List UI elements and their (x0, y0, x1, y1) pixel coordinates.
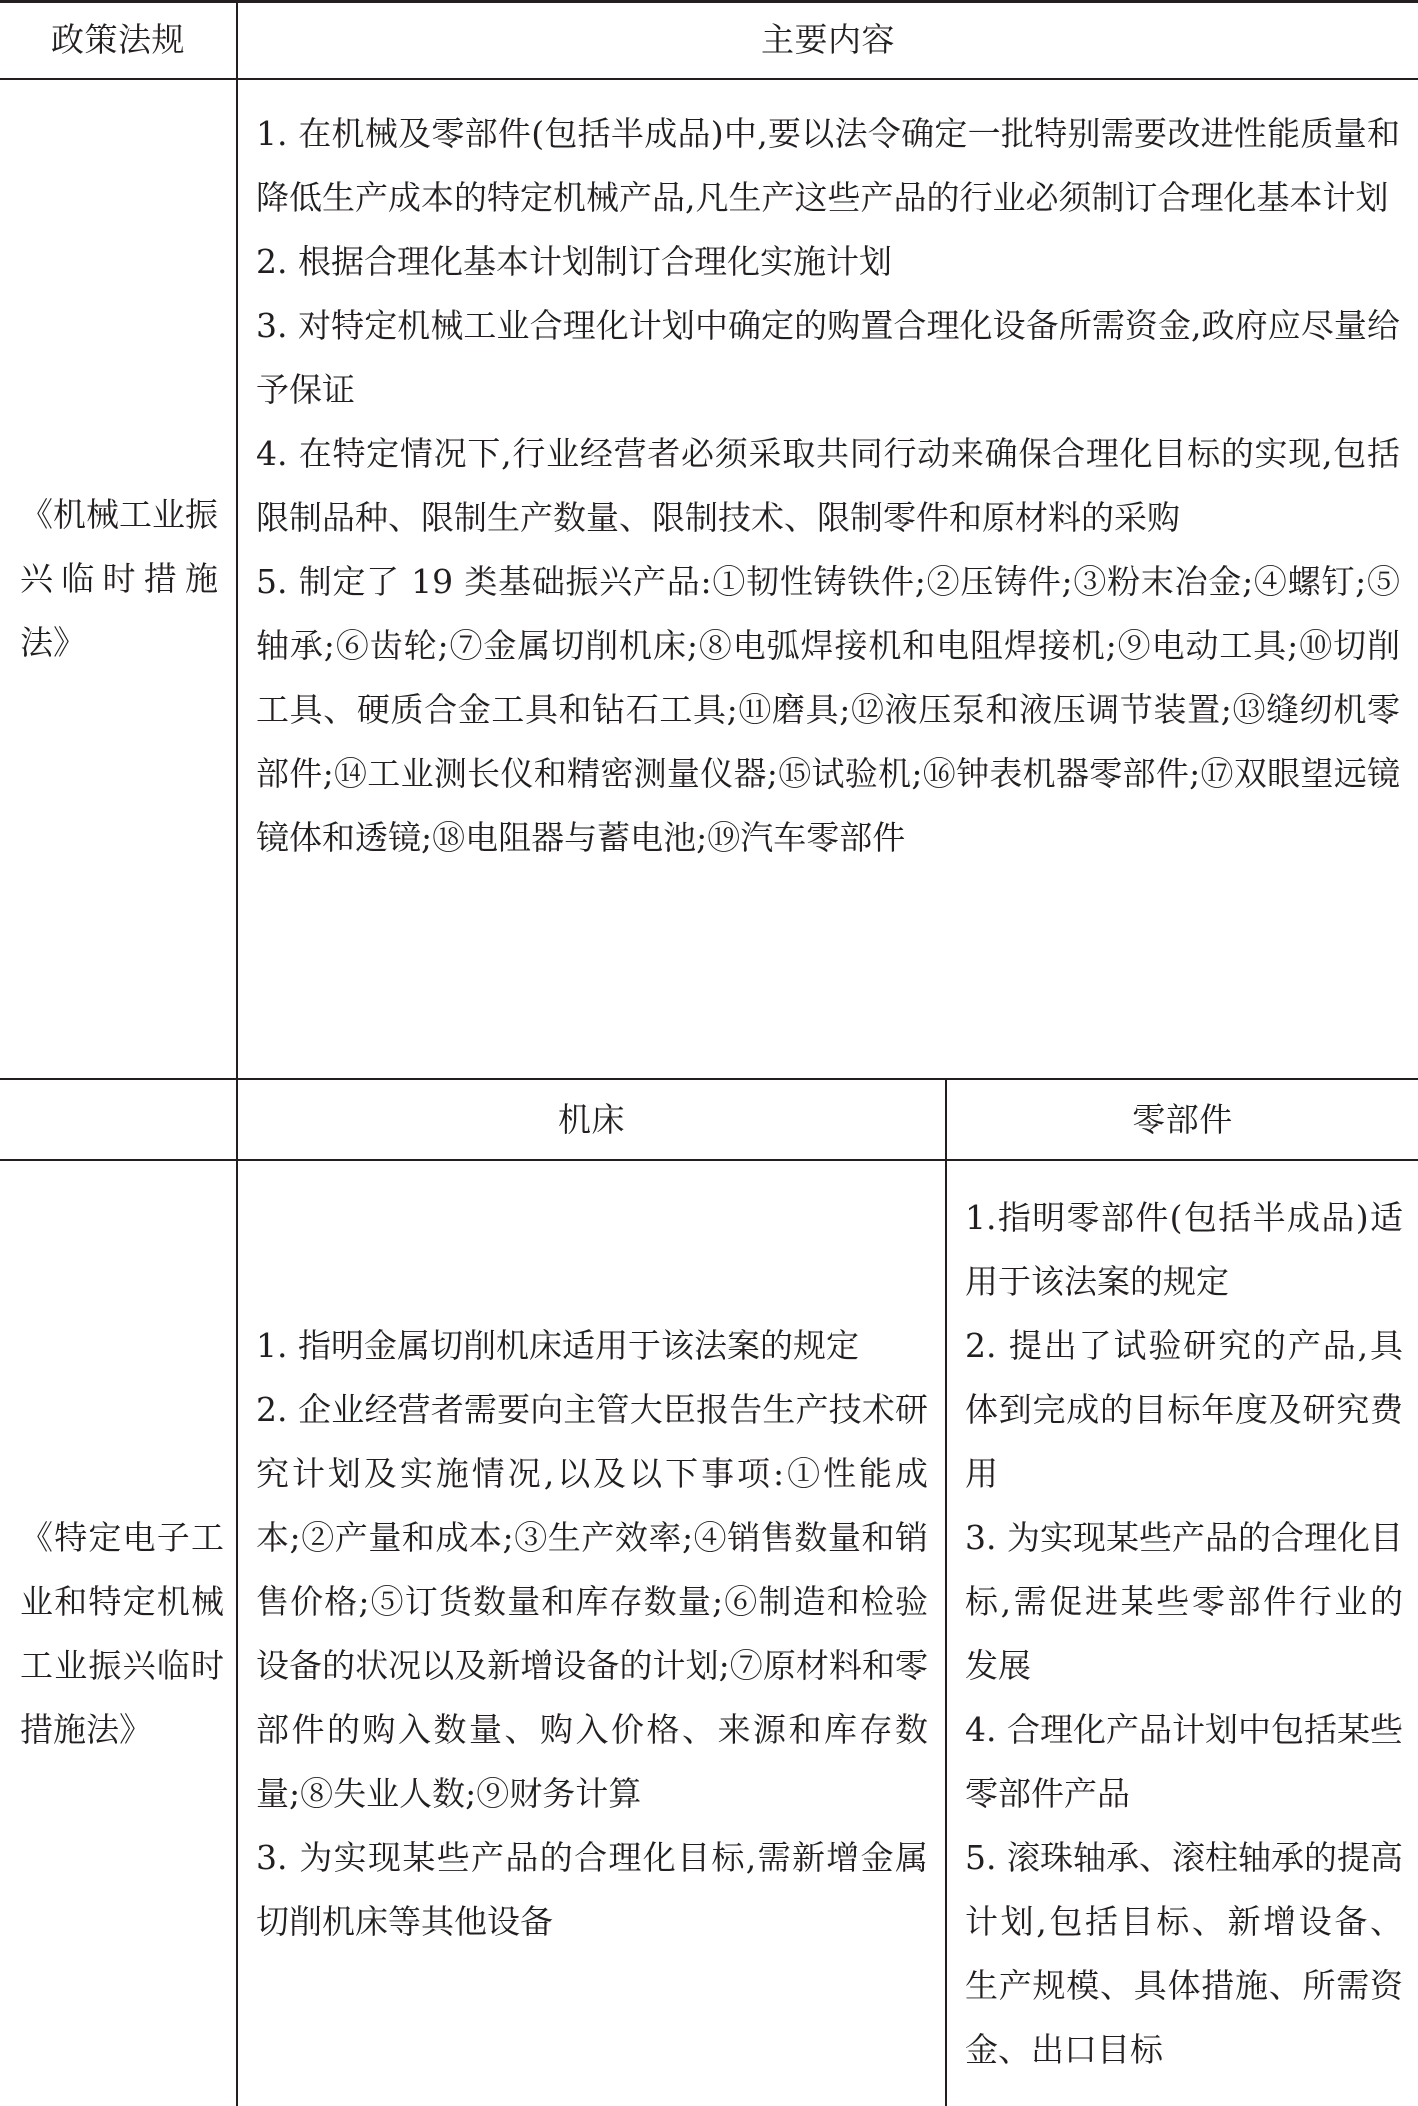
row2-parts-item-1: 1.指明零部件(包括半成品)适用于该法案的规定 (965, 1197, 1403, 1301)
header-content: 主要内容 (761, 20, 895, 59)
header-policy: 政策法规 (51, 20, 185, 59)
column-divider-1 (236, 0, 238, 2106)
row2-policy: 《特定电子工业和特定机械工业振兴临时措施法》 (20, 1517, 224, 1749)
row1-item-3: 3. 对特定机械工业合理化计划中确定的购置合理化设备所需资金,政府应尽量给予保证 (256, 306, 1400, 409)
row2-parts-item-2: 2. 提出了试验研究的产品,具体到完成的目标年度及研究费用 (965, 1325, 1403, 1493)
row2-parts-cell (965, 1161, 1403, 2106)
row2-machine-tools-cell (256, 1161, 928, 2106)
row1-item-1: 1. 在机械及零部件(包括半成品)中,要以法令确定一批特别需要改进性能质量和降低生产成本的特定机械产品,凡生产这些产品的行业必须制订合理化基本计划 (256, 114, 1400, 217)
row1-policy-cell (20, 80, 218, 1078)
column-divider-2 (945, 1078, 947, 2106)
row1-content-cell (256, 102, 1400, 870)
row2-machine-item-3: 3. 为实现某些产品的合理化目标,需新增金属切削机床等其他设备 (256, 1837, 928, 1941)
row1-policy: 《机械工业振兴临时措施法》 (20, 495, 218, 662)
row2-parts-item-4: 4. 合理化产品计划中包括某些零部件产品 (965, 1709, 1403, 1813)
subheader-machine-tools: 机床 (558, 1099, 625, 1139)
row2-machine-item-2: 2. 企业经营者需要向主管大臣报告生产技术研究计划及实施情况,以及以下事项:①性能成本;②产量和成本;③生产效率;④销售数量和销售价格;⑤订货数量和库存数量;⑥制造和检验设备的状况以及新增设备的计划;⑦原材料和零部件的购入数量、购入价格、来源和库存数量;⑧失业人数;⑨财务计算 (256, 1389, 928, 1813)
subheader-parts: 零部件 (1132, 1099, 1233, 1139)
row2-parts-item-5: 5. 滚珠轴承、滚柱轴承的提高计划,包括目标、新增设备、生产规模、具体措施、所需资金、出口目标 (965, 1837, 1403, 2069)
subheader-empty (0, 1080, 236, 1159)
row2-parts-item-3: 3. 为实现某些产品的合理化目标,需促进某些零部件行业的发展 (965, 1517, 1403, 1685)
row2-policy-cell (20, 1161, 224, 2106)
row1-item-2: 2. 根据合理化基本计划制订合理化实施计划 (256, 242, 892, 281)
row1-item-5: 5. 制定了 19 类基础振兴产品:①韧性铸铁件;②压铸件;③粉末冶金;④螺钉;⑤轴承;⑥齿轮;⑦金属切削机床;⑧电弧焊接机和电阻焊接机;⑨电动工具;⑩切削工具、硬质合金工具和钻石工具;⑪磨具;⑫液压泵和液压调节装置;⑬缝纫机零部件;⑭工业测长仪和精密测量仪器;⑮试验机;⑯钟表机器零部件;⑰双眼望远镜镜体和透镜;⑱电阻器与蓄电池;⑲汽车零部件 (256, 562, 1400, 857)
row1-item-4: 4. 在特定情况下,行业经营者必须采取共同行动来确保合理化目标的实现,包括限制品种、限制生产数量、限制技术、限制零件和原材料的采购 (256, 434, 1400, 537)
row2-machine-item-1: 1. 指明金属切削机床适用于该法案的规定 (256, 1325, 859, 1365)
